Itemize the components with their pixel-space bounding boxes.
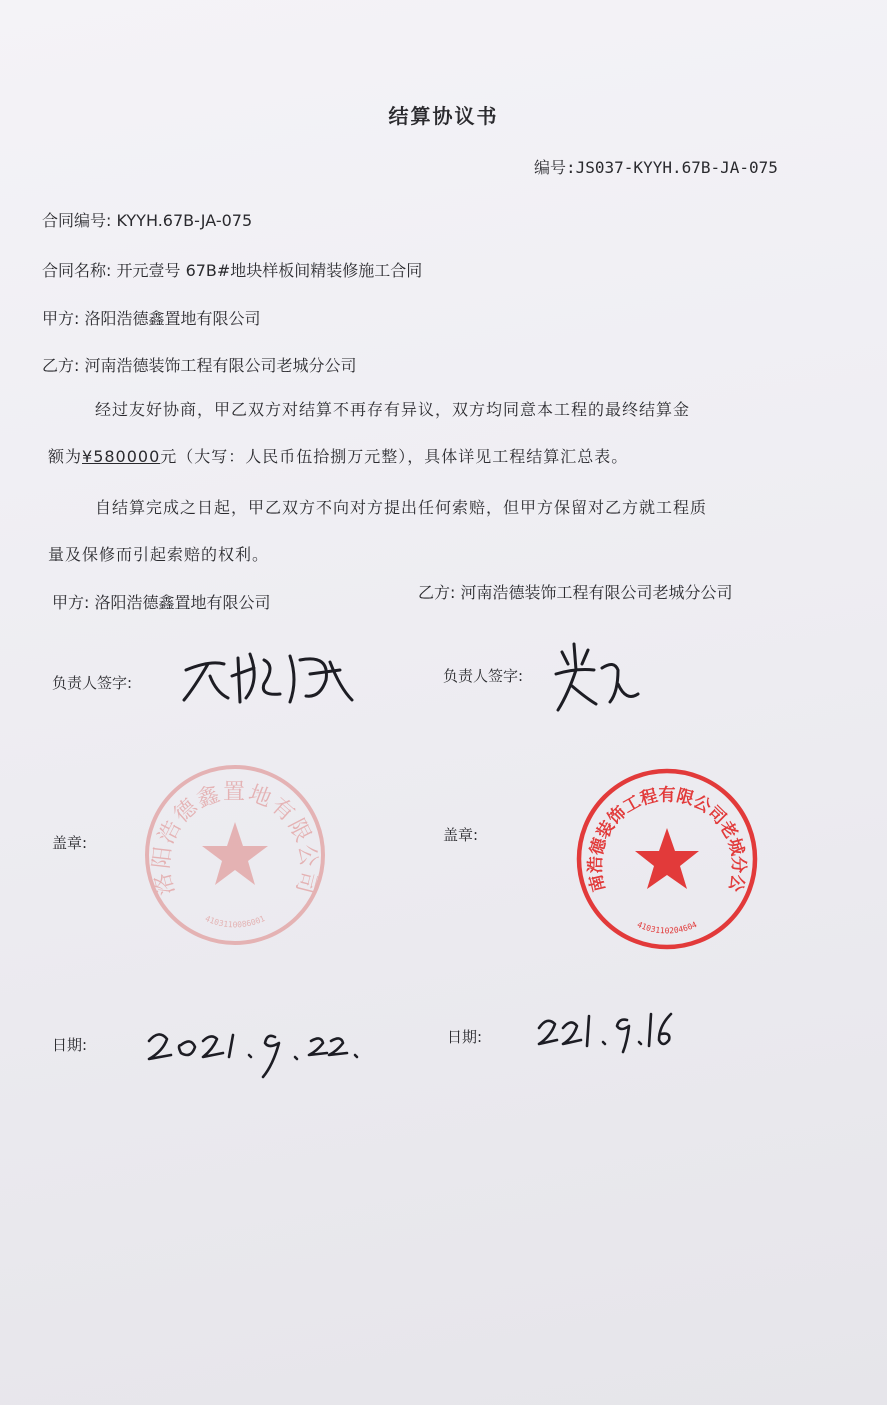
party-b-signer-label: 负责人签字: [443, 667, 524, 685]
party-a-seal-text: 洛阳浩德鑫置地有限公司 [149, 779, 321, 898]
contract-name: 合同名称: 开元壹号 67B#地块样板间精装修施工合同 [42, 261, 423, 280]
amount-prefix: 额为 [48, 447, 83, 466]
document-reference: 编号:JS037-KYYH.67B-JA-075 [534, 158, 778, 177]
svg-text:4103110086001 [204, 914, 267, 929]
party-a-date-label: 日期: [52, 1036, 88, 1054]
party-b-date-label: 日期: [447, 1028, 483, 1046]
party-b-handwritten-signature [552, 640, 642, 716]
party-b-field: 乙方: 河南浩德装饰工程有限公司老城分公司 [42, 356, 357, 375]
party-b-seal-text: 河南浩德装饰工程有限公司老城分公司 [563, 749, 749, 894]
party-b-seal-label: 盖章: [443, 826, 479, 844]
party-b-handwritten-date [535, 1006, 685, 1066]
paragraph-2-line-1: 自结算完成之日起，甲乙双方不向对方提出任何索赔，但甲方保留对乙方就工程质 [95, 498, 708, 517]
party-b-seal-number: 4103110204604 [635, 920, 699, 936]
party-a-handwritten-date [145, 1015, 365, 1085]
svg-text:4103110204604 [636, 920, 699, 935]
amount-suffix: 元（大写：人民币伍拾捌万元整），具体详见工程结算汇总表。 [160, 447, 629, 466]
party-a-signature-label: 甲方: 洛阳浩德鑫置地有限公司 [52, 593, 271, 612]
party-a-seal-number: 4103110086001 [203, 914, 267, 930]
settlement-amount: ¥580000 [82, 447, 161, 466]
party-b-company-seal [563, 749, 762, 954]
party-a-company-seal [140, 760, 330, 950]
document-title: 结算协议书 [388, 104, 499, 128]
paragraph-1-line-2 [48, 444, 628, 467]
party-a-seal-label: 盖章: [52, 834, 88, 852]
party-a-signer-label: 负责人签字: [52, 674, 133, 692]
contract-number: 合同编号: KYYH.67B-JA-075 [42, 211, 253, 230]
paragraph-2-line-2: 量及保修而引起索赔的权利。 [48, 545, 270, 564]
paragraph-1-line-1: 经过友好协商，甲乙双方对结算不再存有异议，双方均同意本工程的最终结算金 [95, 400, 691, 419]
party-b-signature-label: 乙方: 河南浩德装饰工程有限公司老城分公司 [418, 583, 733, 602]
party-a-handwritten-signature [180, 640, 360, 710]
party-a-field: 甲方: 洛阳浩德鑫置地有限公司 [42, 309, 261, 328]
